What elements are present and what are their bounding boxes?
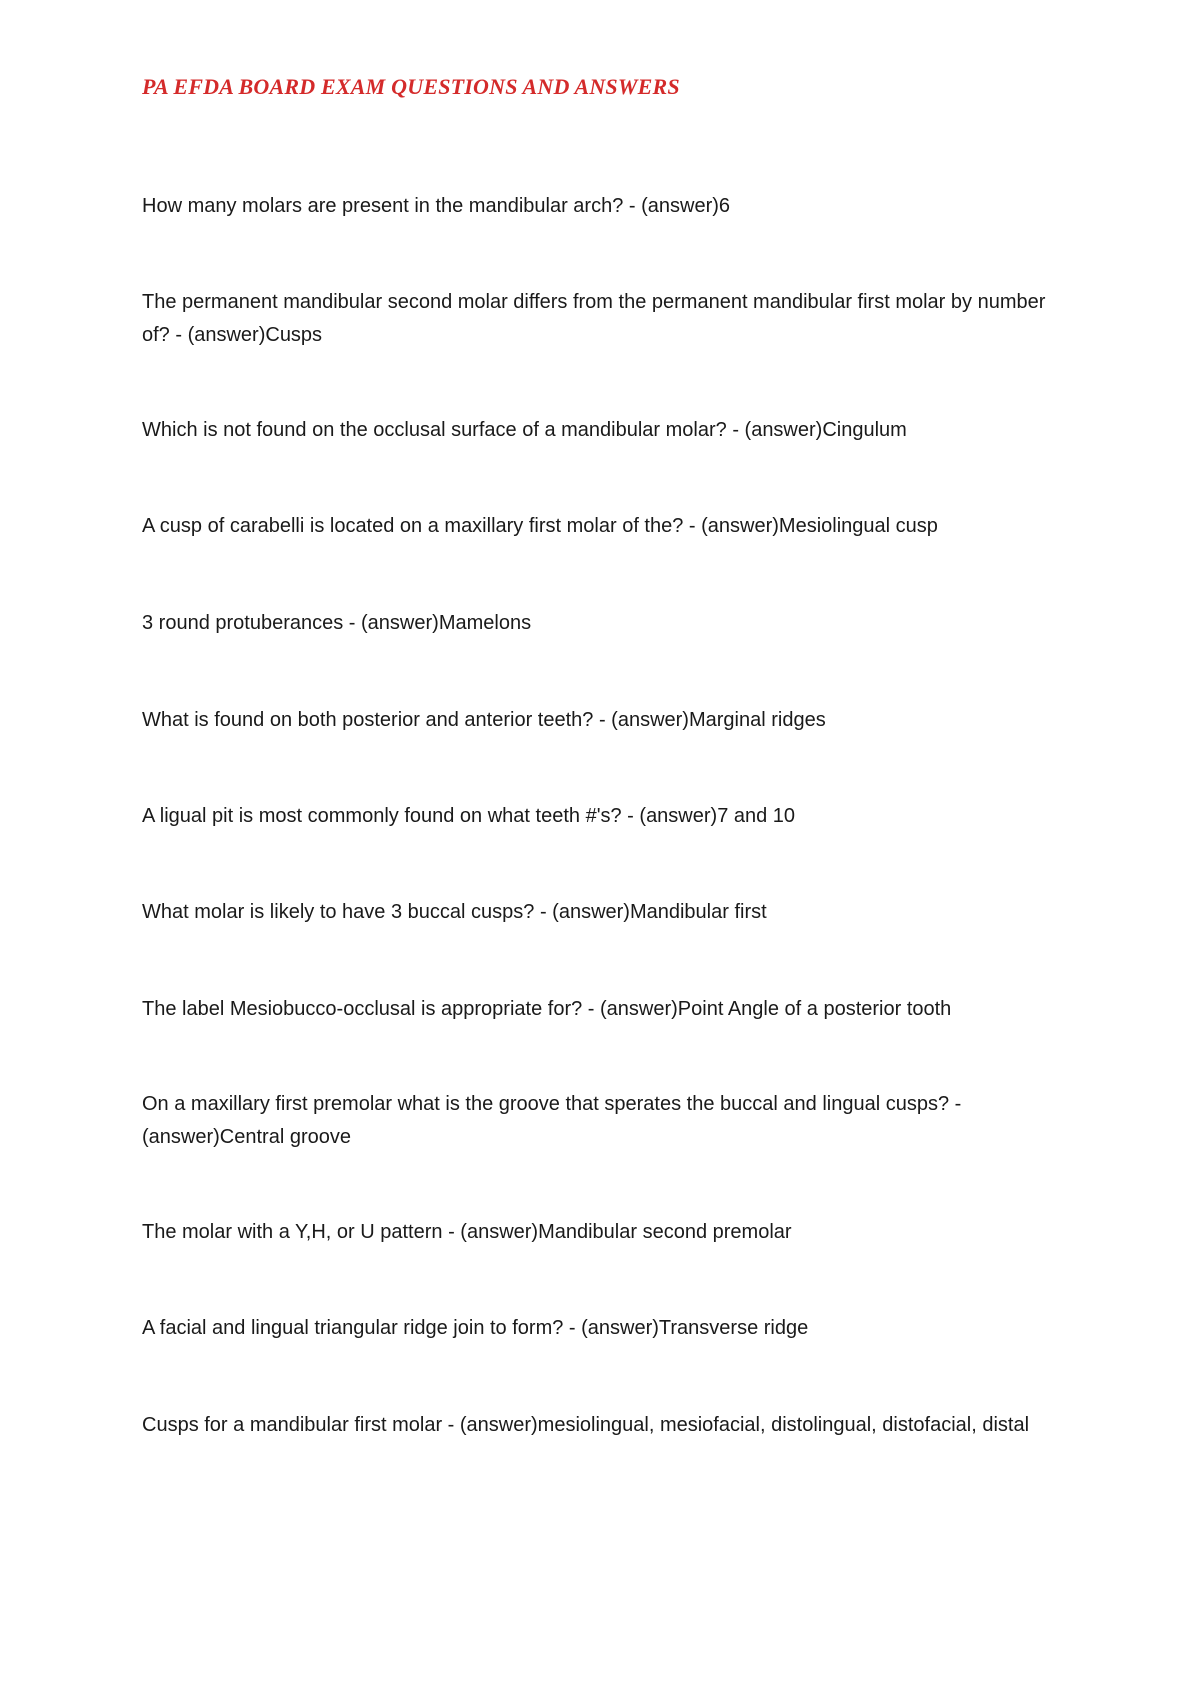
qa-item: What is found on both posterior and anterior teeth? - (answer)Marginal ridges [142, 709, 826, 731]
qa-item: The label Mesiobucco-occlusal is appropriate for? - (answer)Point Angle of a posterior tooth [142, 998, 952, 1020]
qa-item: A cusp of carabelli is located on a maxillary first molar of the? - (answer)Mesiolingual cusp [142, 515, 938, 537]
qa-item: 3 round protuberances - (answer)Mamelons [142, 612, 532, 634]
qa-item: Which is not found on the occlusal surface of a mandibular molar? - (answer)Cingulum [142, 419, 907, 441]
qa-item: What molar is likely to have 3 buccal cusps? - (answer)Mandibular first [142, 901, 767, 923]
qa-item: A facial and lingual triangular ridge join to form? - (answer)Transverse ridge [142, 1317, 809, 1339]
qa-item: A ligual pit is most commonly found on what teeth #'s? - (answer)7 and 10 [142, 805, 796, 827]
qa-item: Cusps for a mandibular first molar - (answer)mesiolingual, mesiofacial, distolingual, distofacial, distal [142, 1414, 1030, 1436]
qa-item: The permanent mandibular second molar differs from the permanent mandibular first molar by number of? - (answer)Cusps [142, 291, 1046, 346]
qa-item: The molar with a Y,H, or U pattern - (answer)Mandibular second premolar [142, 1221, 792, 1243]
qa-item: How many molars are present in the mandibular arch? - (answer)6 [142, 195, 731, 217]
qa-item: On a maxillary first premolar what is the groove that sperates the buccal and lingual cusps? - (answer)Central groove [142, 1093, 962, 1148]
document-title: PA EFDA BOARD EXAM QUESTIONS AND ANSWERS [142, 74, 680, 99]
